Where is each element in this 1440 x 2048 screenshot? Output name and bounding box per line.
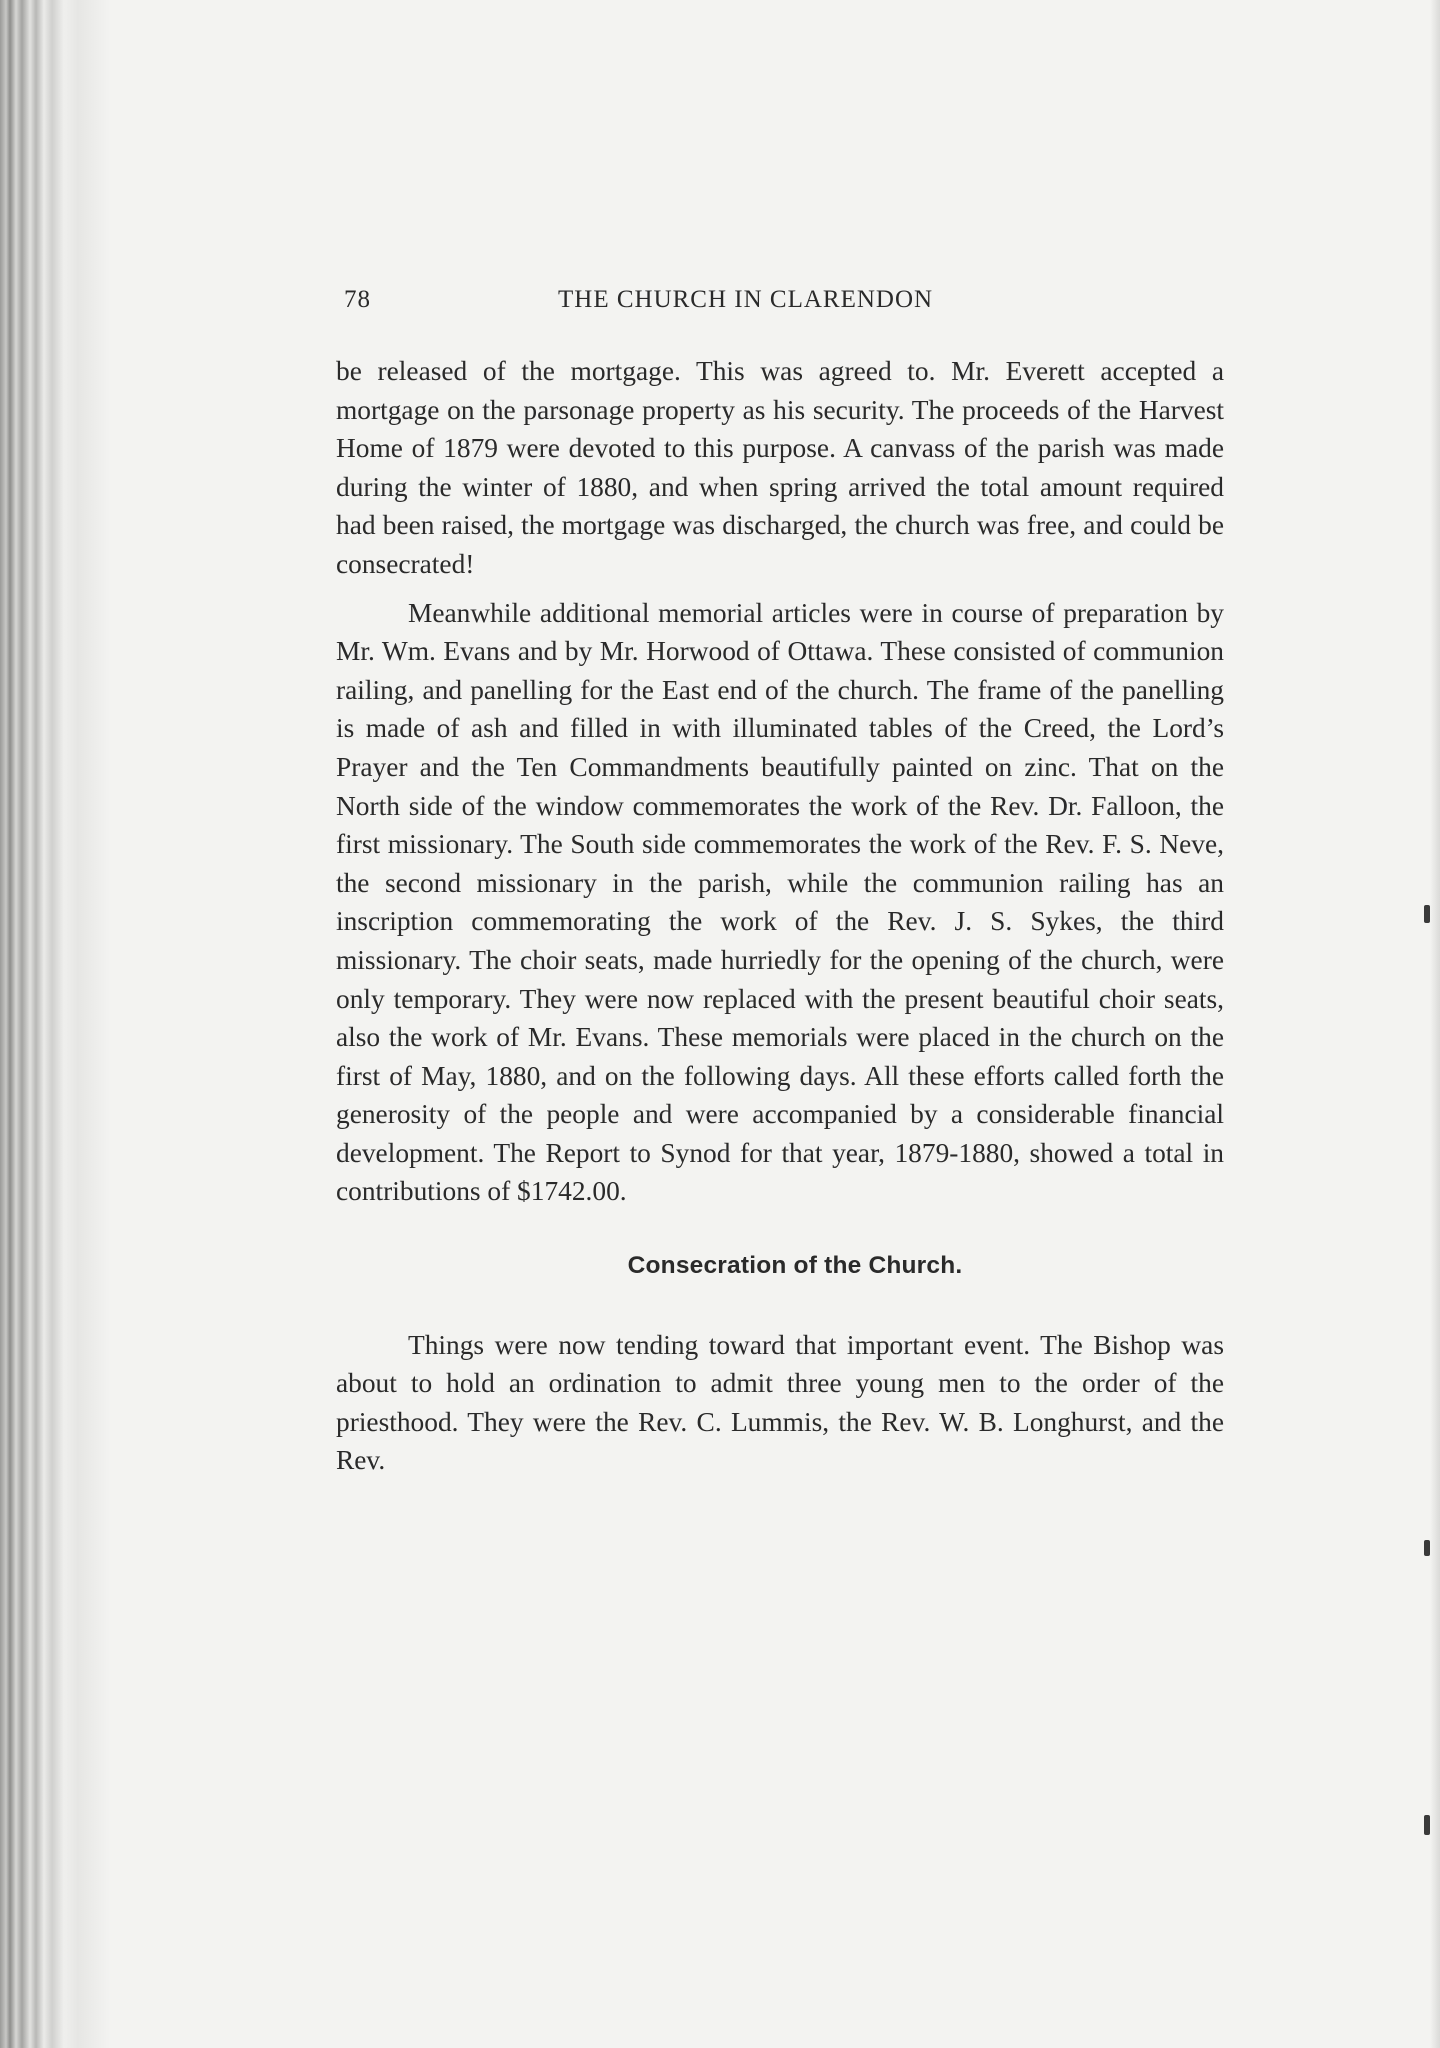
book-page (336, 286, 1224, 1480)
page-right-edge (1430, 0, 1440, 2048)
running-head (336, 286, 1224, 326)
paragraph-consecration: Things were now tending toward that important event. The Bishop was about to hold an ordination to admit three young men to the order of the priesthood. They were the Rev. C. Lummis, the Rev. W. B. Longhurst, and the Rev. (336, 1329, 1224, 1476)
page-mark (1424, 1540, 1430, 1556)
body-text (336, 352, 1224, 1480)
paragraph-memorials: Meanwhile additional memorial articles were in course of preparation by Mr. Wm. Evans and by Mr. Horwood of Ottawa. These consisted of communion railing, and panelling for the East end of the church. The frame of the panelling is made of ash and filled in with illuminated tables of the Creed, the Lord’s Prayer and the Ten Commandments beautifully painted on zinc. That on the North side of the window commemorates the work of the Rev. Dr. Falloon, the first missionary. The South side commemorates the work of the Rev. F. S. Neve, the second missionary in the parish, while the communion railing has an inscription commemorating the work of the Rev. J. S. Sykes, the third missionary. The choir seats, made hurriedly for the opening of the church, were only temporary. They were now replaced with the present beautiful choir seats, also the work of Mr. Evans. These memorials were placed in the church on the first of May, 1880, and on the following days. All these efforts called forth the generosity of the people and were accompanied by a considerable financial development. The Report to Synod for that year, 1879-1880, showed a total in contributions of $1742.00. (336, 597, 1224, 1207)
page-mark (1424, 905, 1430, 923)
running-title: THE CHURCH IN CLARENDON (558, 286, 934, 313)
section-heading: Consecration of the Church. (627, 1252, 963, 1280)
page-number: 78 (344, 286, 371, 313)
book-spine-edge (0, 0, 110, 2048)
page-mark (1424, 1815, 1430, 1835)
paragraph-continued: be released of the mortgage. This was agreed to. Mr. Everett accepted a mortgage on the parsonage property as his security. The proceeds of the Harvest Home of 1879 were devoted to this purpose. A canvass of the parish was made during the winter of 1880, and when spring arrived the total amount required had been raised, the mortgage was discharged, the church was free, and could be consecrated! (336, 356, 1224, 579)
